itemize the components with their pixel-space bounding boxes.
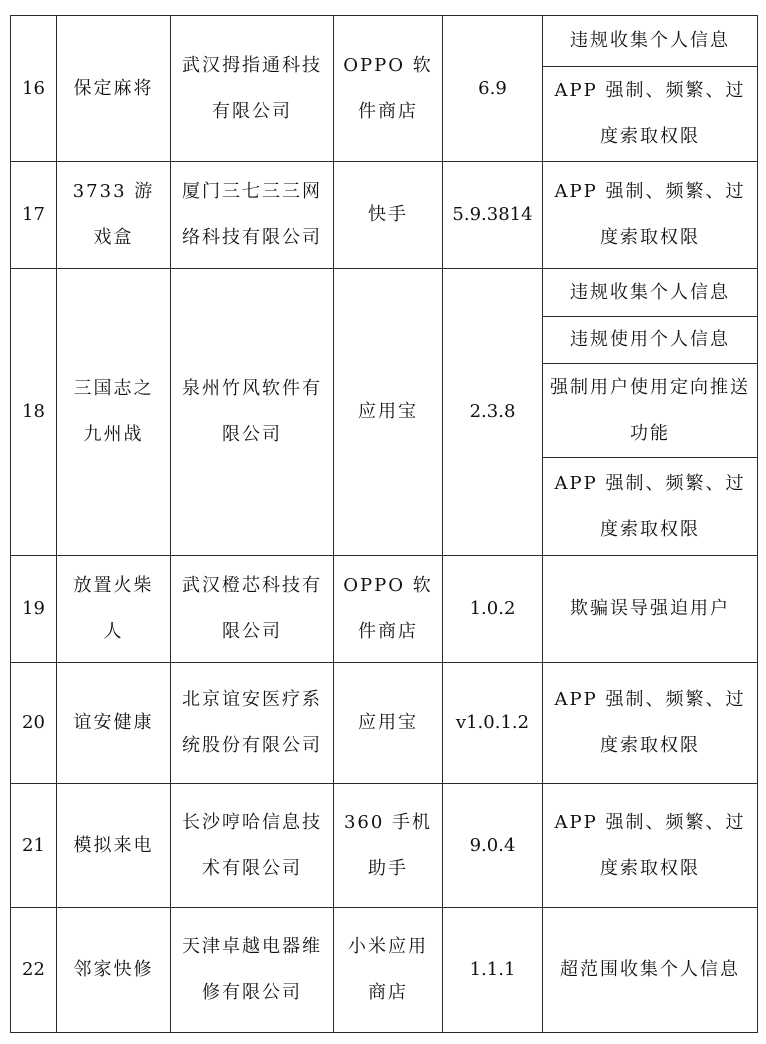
table-row [11, 269, 758, 317]
app-name: 谊安健康 [57, 663, 171, 784]
table-row [11, 162, 758, 269]
table-row [11, 556, 758, 663]
app-name: 保定麻将 [57, 16, 171, 162]
violation-item: APP 强制、频繁、过度索取权限 [543, 162, 758, 269]
violation-item: 欺骗误导强迫用户 [543, 556, 758, 663]
app-name: 邻家快修 [57, 908, 171, 1033]
table-row [11, 16, 758, 67]
company-name: 武汉拇指通科技有限公司 [171, 16, 334, 162]
company-name: 天津卓越电器维修有限公司 [171, 908, 334, 1033]
violation-item: 违规收集个人信息 [543, 16, 758, 67]
app-version: 9.0.4 [443, 784, 543, 908]
app-store: 小米应用商店 [334, 908, 443, 1033]
app-store: OPPO 软件商店 [334, 556, 443, 663]
app-version: 2.3.8 [443, 269, 543, 556]
app-version: 6.9 [443, 16, 543, 162]
app-name: 放置火柴人 [57, 556, 171, 663]
violation-item: APP 强制、频繁、过度索取权限 [543, 784, 758, 908]
row-number: 16 [11, 16, 57, 162]
app-name: 模拟来电 [57, 784, 171, 908]
app-store: 快手 [334, 162, 443, 269]
app-violation-table [10, 15, 758, 1033]
app-store: 应用宝 [334, 663, 443, 784]
row-number: 22 [11, 908, 57, 1033]
company-name: 长沙哼哈信息技术有限公司 [171, 784, 334, 908]
company-name: 北京谊安医疗系统股份有限公司 [171, 663, 334, 784]
table-row [11, 784, 758, 908]
violation-item: 违规使用个人信息 [543, 317, 758, 364]
company-name: 泉州竹风软件有限公司 [171, 269, 334, 556]
company-name: 厦门三七三三网络科技有限公司 [171, 162, 334, 269]
app-store: 应用宝 [334, 269, 443, 556]
violation-item: 强制用户使用定向推送功能 [543, 364, 758, 458]
app-name: 三国志之九州战 [57, 269, 171, 556]
row-number: 20 [11, 663, 57, 784]
table-row [11, 908, 758, 1033]
violation-item: APP 强制、频繁、过度索取权限 [543, 663, 758, 784]
app-version: 5.9.3814 [443, 162, 543, 269]
row-number: 17 [11, 162, 57, 269]
violation-item: APP 强制、频繁、过度索取权限 [543, 458, 758, 556]
row-number: 21 [11, 784, 57, 908]
row-number: 18 [11, 269, 57, 556]
row-number: 19 [11, 556, 57, 663]
table-row [11, 663, 758, 784]
app-name: 3733 游戏盒 [57, 162, 171, 269]
violation-item: 超范围收集个人信息 [543, 908, 758, 1033]
app-version: v1.0.1.2 [443, 663, 543, 784]
app-version: 1.0.2 [443, 556, 543, 663]
app-store: 360 手机助手 [334, 784, 443, 908]
app-version: 1.1.1 [443, 908, 543, 1033]
company-name: 武汉橙芯科技有限公司 [171, 556, 334, 663]
violation-item: 违规收集个人信息 [543, 269, 758, 317]
app-store: OPPO 软件商店 [334, 16, 443, 162]
violation-item: APP 强制、频繁、过度索取权限 [543, 67, 758, 162]
